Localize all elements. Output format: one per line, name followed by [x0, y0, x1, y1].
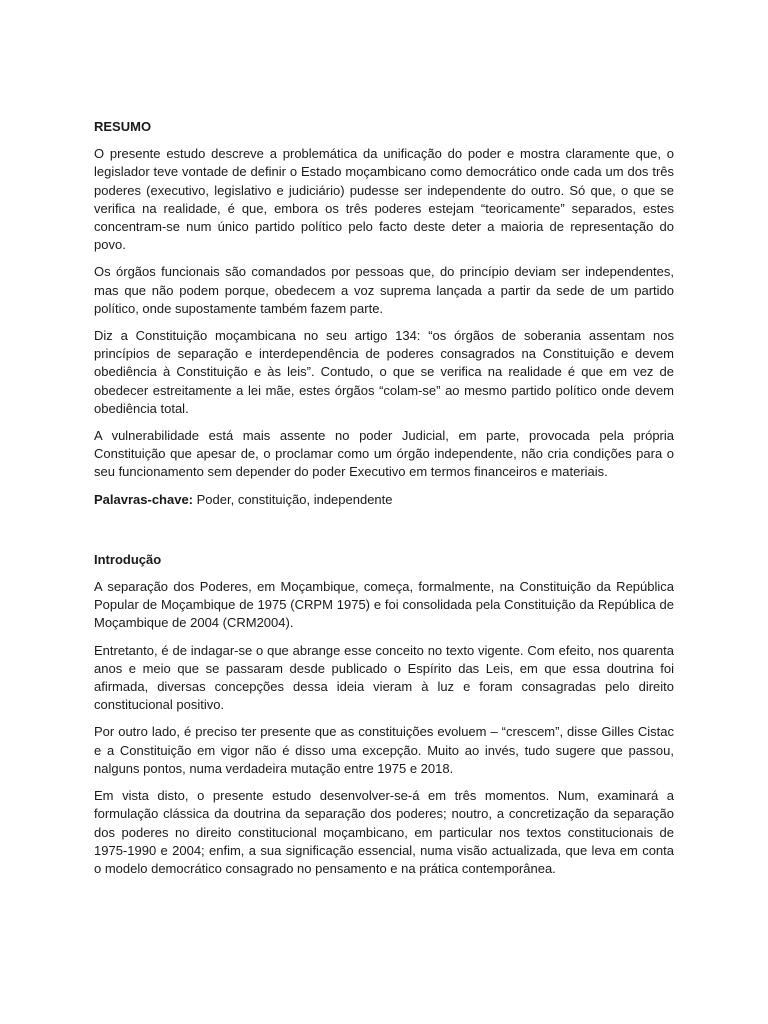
section-spacer: [94, 509, 674, 545]
resumo-paragraph-4: A vulnerabilidade está mais assente no poder Judicial, em parte, provocada pela própria Constituição que apesar de, o proclamar como um órgão independente, não cria condições para o seu funcionamento sem depender do poder Executivo em termos financeiros e materiais.: [94, 428, 674, 480]
introducao-paragraph-4: Em vista disto, o presente estudo desenvolver-se-á em três momentos. Num, examinará a formulação clássica da doutrina da separação dos poderes; noutro, a concretização da separação dos poderes no direito constitucional moçambicano, em particular nos textos constitucionais de 1975-1990 e 2004; enfim, a sua significação essencial, numa visão actualizada, que leva em conta o modelo democrático consagrado no pensamento e na prática contemporânea.: [94, 788, 674, 876]
introducao-paragraph-3: Por outro lado, é preciso ter presente que as constituições evoluem – “crescem”, disse Gilles Cistac e a Constituição em vigor não é disso uma excepção. Muito ao invés, tudo sugere que passou, nalguns pontos, numa verdadeira mutação entre 1975 e 2018.: [94, 724, 674, 776]
resumo-paragraph-2: Os órgãos funcionais são comandados por pessoas que, do princípio deviam ser independentes, mas que não podem porque, obedecem a voz suprema lançada a partir da sede de um partido político, onde supostamente também fazem parte.: [94, 264, 674, 316]
document-page: [94, 112, 674, 887]
resumo-paragraph-1: O presente estudo descreve a problemática da unificação do poder e mostra claramente que, o legislador teve vontade de definir o Estado moçambicano como democrático onde cada um dos três poderes (executivo, legislativo e judiciário) pudesse ser independente do outro. Só que, o que se verifica na realidade, é que, embora os três poderes estejam “teoricamente” separados, estes concentram-se num único partido político pelo facto deste deter a maioria de representação do povo.: [94, 146, 674, 253]
introducao-heading: Introdução: [94, 551, 162, 567]
introducao-paragraph-2: Entretanto, é de indagar-se o que abrange esse conceito no texto vigente. Com efeito, nos quarenta anos e meio que se passaram desde publicado o Espírito das Leis, em que essa doutrina foi afirmada, diversas concepções dessa ideia vieram à luz e foram consagradas pelo direito constitucional positivo.: [94, 642, 674, 713]
resumo-heading: RESUMO: [94, 119, 152, 134]
keywords-line: [94, 491, 674, 509]
keywords-text: Poder, constituição, independente: [193, 491, 393, 507]
resumo-paragraph-3: Diz a Constituição moçambicana no seu artigo 134: “os órgãos de soberania assentam nos princípios de separação e interdependência de poderes consagrados na Constituição e devem obediência à Constituição e às leis”. Contudo, o que se verifica na realidade é que em vez de obedecer estreitamente a lei mãe, estes órgãos “colam-se” ao mesmo partido político onde devem obediência total.: [94, 328, 674, 416]
introducao-paragraph-1: A separação dos Poderes, em Moçambique, começa, formalmente, na Constituição da República Popular de Moçambique de 1975 (CRPM 1975) e foi consolidada pela Constituição da República de Moçambique de 2004 (CRM2004).: [94, 579, 674, 631]
keywords-label: Palavras-chave:: [94, 491, 194, 507]
